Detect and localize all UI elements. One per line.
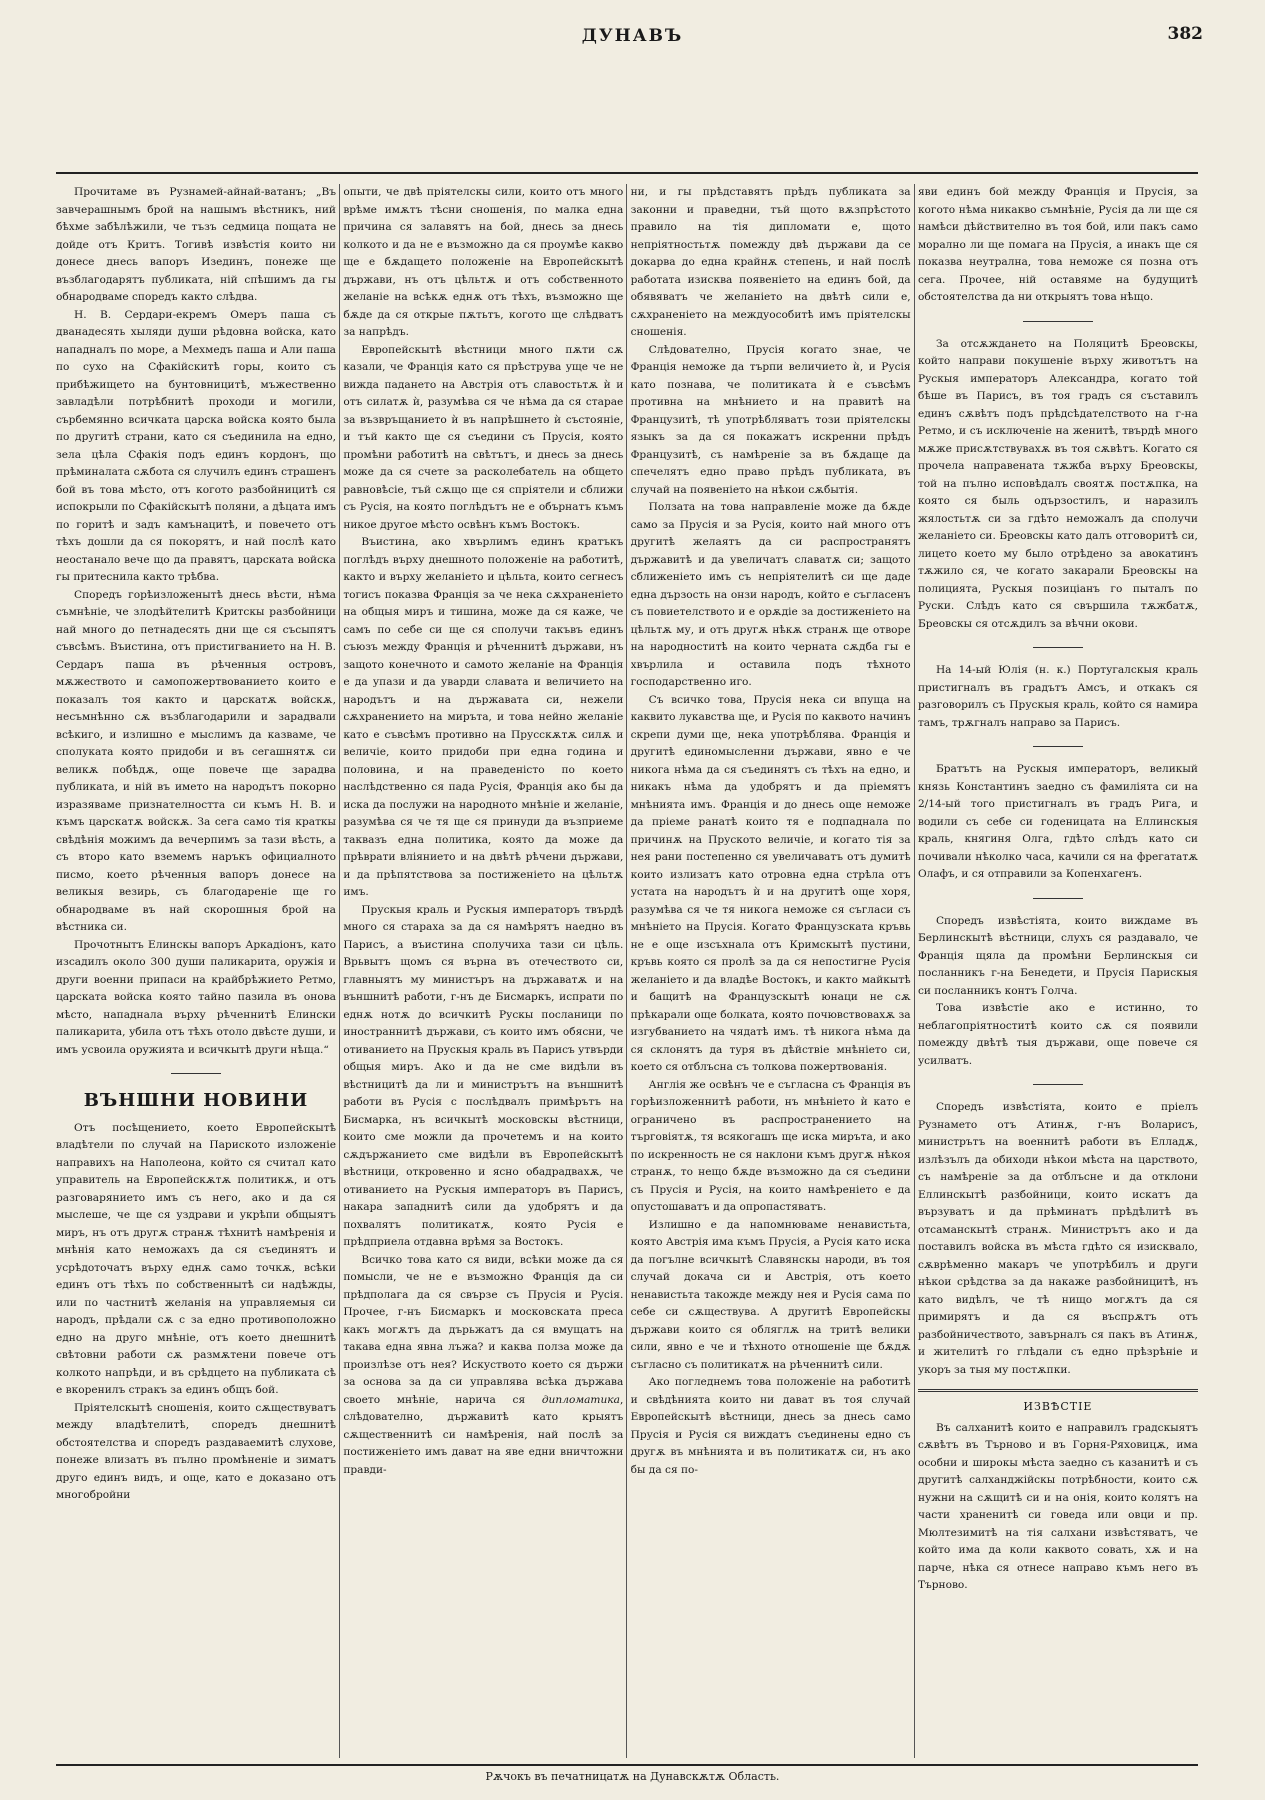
paragraph: Ако погледнемъ това положеніе на работитѣ и свѣдѣнията които ни дават въ тоя случай Европейскытѣ вѣстници, днесь за днесь само Прусія и Русія ся виждатъ съединены едно съ другѫ въ мнѣнията и въ политикатѫ си, нъ ако бы да ся по- [630,1376,911,1476]
paragraph: Европейскытѣ вѣстници много пѫти сѫ казали, че Франція като ся прѣструва уще че не вижда падането на Австрія отъ славостьтѫ ѝ и отъ силатѫ ѝ, разумѣва ся че нѣма да ся старае за възвръщанието ѝ въ напрѣшнето ѝ състояніе, и тъй както ще ся съедини съ Прусія, която промѣни работитѣ на свѣтътъ, и днесь за днесь може да ся счете за расколебатель на общето равновѣсіе, тъй сѫщо ще ся спрiятели и сближи съ Русія, на която поглѣдътъ не е обърнатъ къмъ никое другое мѣсто освѣнъ къмъ Востокъ. [343,343,624,531]
paragraph: Отъ посѣщението, което Европейскытѣ владѣтели по случай на Парискотo изложеніе направихъ на Наполеона, който ся считал като управитель на Европейскѫтѫ политикѫ, и отъ разговарянието имъ съ него, ако и да ся мыслеше, че ще ся уздрави и укрѣпи общыятъ миръ, нъ отъ другѫ странѫ тѣхнитѣ намѣренія и мнѣнія като неможахъ да ся съединятъ и усрѣдоточатъ върху еднѫ само точкѫ, всѣки единъ отъ тѣхъ по собственнытѣ си надѣжды, или по частнитѣ желанія на управляемыя си народъ, прѣдали сѫ с за едно противоположно едно на друго мнѣніе, отъ което днешнитѣ свѣтовни работи сѫ размѫтени повече отъ колкото напрѣди, и въ срѣдцето на публиката сѣ е вкоренилъ стракъ за единъ общъ бой. [56,1121,336,1396]
newspaper-title: ДУНАВЪ [581,26,684,46]
paragraph: Прускыя краль и Рускыя императоръ твърдѣ много ся стараха за да ся намѣрятъ наедно въ Парисъ, а въистина сполучиха тази си цѣль. Врьвытъ щомъ ся върна въ отечеството си, главныятъ му министъръ на държаватѫ и на външнитѣ работи, г-нъ де Бисмаркъ, испрати по еднѫ нотѫ до всичкитѣ Рускы посланици по иностраннитѣ държави, съ които имъ обясни, че отиванието на Прускыя краль въ Парисъ утвърди общыя миръ. Ако и да не сме видѣли въ вѣстницитѣ да ли и министрътъ на външнитѣ работи въ Русія с послѣдвалъ примѣрътъ на Бисмарка, нъ всичкытѣ московскы вѣстници, които сме можли да прочетемъ и на които сѫдържанието сме видѣли въ Европейскытѣ вѣстници, откровенно и ясно обадрадвахѫ, че отиванието на Рускыя императоръ въ Парисъ, накара западнитѣ сили да удобрятъ и да похвалятъ политикатѫ, която Русія е прѣдприела отдавна врѣмя за Востокъ. [343,903,624,1248]
column-3 [631,184,911,1758]
notice-rule [918,1389,1198,1392]
section-heading: ВЪНШНИ НОВИНИ [83,1090,309,1111]
paragraph [343,1252,623,1480]
column-1 [56,184,336,1758]
text-run: Всичко това като ся види, всѣки може да ся помысли, че не е възможно Франція да си прѣдполага да ся свързе съ Прусія и Русія. Прочее, г-нъ Бисмаркъ и московската преса какъ могѫтъ да дърьжатъ да ся вмущатъ на такава една явна лъжа? и каква полза може да произлѣзе отъ нея? Искуството което ся държи за основа за да си управлява всѣка държава своето мнѣніе, нарича ся [343,1253,624,1406]
paragraph: Ползата на това направленіе може да бѫде само за Прусія и за Русія, които най много отъ другитѣ желаятъ да си распространятъ държавитѣ и да увеличатъ славатѫ си; защото сближеніето имъ съ непрiятелитѣ си ще даде една дързость на онзи народъ, който е съгласенъ съ повиетелството и е орѫдіе за достиженіето на цѣльтѫ му, и отъ другѫ нѣкѫ странѫ ще отворе на народноститѣ на които черната сѫдба гы е хвърлила и оставила подъ тѣхното господарственно иго. [630,501,911,688]
divider [1033,898,1083,899]
notice-title: ИЗВѢСТІЕ [1023,1400,1093,1413]
paragraph: ни, и гы прѣдставятъ прѣдъ публиката за законни и праведни, тъй щото вѫзпрѣстото правило на тія дипломати е, щото непріятностьтѫ помежду двѣ държави да се докарва до една крайнѫ степень, и най послѣ работата изисква появеніето на единъ бой, да обявяватъ че желаніето на двѣтѣ сили е, сѫхраненіето на междуособитѣ имъ прiятелскы сношенія. [630,186,911,338]
notice-text: Въ салханитѣ които е направилъ градскыятъ сѫвѣтъ въ Търново и въ Горня-Ряховицѫ, има особни и широкы мѣста заедно съ казанитѣ и съ другитѣ салханджійскы потрѣбности, които сѫ нужни на сѫщитѣ си и на онія, които колятъ на части храненитѣ си говеда или овци и пр. Мюлтезимитѣ на тія салхани извѣстяватъ, че който има да коли каквото совать, хѫ и на парче, нѣка ся отнесе направо къмъ него въ Търново. [917,1421,1198,1591]
column-divider [339,184,340,1758]
column-4 [918,184,1198,1758]
text-run: , слѣдователно, държавитѣ като крыятъ сѫщественнитѣ си намѣренія, най послѣ за постиженіето имъ дават на яве едни вничтожни правди- [343,1393,624,1476]
paragraph: Съ всичко това, Прусія нека си впуща на каквито лукавства ще, и Русія по каквото начинъ скрепи думи ще, нека употрѣблява. Франція и другитѣ единомысленни държави, явно е че никога нѣма да ся съединятъ съ тѣхъ на едно, и никакъ нѣма да удобрятъ и да пріемятъ мнѣнията имъ. Франція и до днесь още неможе да пріеме ранатѣ които тя е подпаднала по причинѫ на Прускотo величіе, и когато тія за нея рани постепенно ся увеличаватъ отъ думитѣ които излизатъ като отровна една стрѣла отъ устата на народътъ ѝ и на другитѣ още хоря, разумѣва ся че тя никога неможе ся съгласи съ мнѣніето на Прусія. Когато Французската кръвь не е още изсъхнала отъ Кримскытѣ пустини, кръвь която ся пролѣ за да ся непостигне Русія желаніето и да владѣе Востокъ, и както майкытѣ и бащитѣ на Французскытѣ юнаци не сѫ прѣкарали още болката, която почювствовахѫ за изгубванието на чядатѣ имъ. тѣ никога нѣма да ся склонятъ да туря въ дѣйствіе мнѣніето си, което ся отблъсна съ толкова пожертвованія. [630,693,911,1073]
paragraph: Слѣдователно, Прусія когато знае, че Франція неможе да търпи величието ѝ, и Русія като познава, че политиката ѝ е съвсѣмъ противна на мнѣнието и на правитѣ на Французитѣ, тѣ употрѣбляватъ този прiятелскы языкъ за да ся покажатъ искренни прѣдъ Французитѣ, съ намѣреніе за въ бѫдаще да спечелятъ едно право прѣдъ публиката, въ случай на появеніето на нѣкои сѫбытія. [630,343,911,496]
printer-imprint: Рѫчокъ въ печатницатѫ на Дунавскѫтѫ Область. [485,1770,780,1783]
column-divider [626,184,627,1758]
column-divider [914,184,915,1758]
paragraph: опыти, че двѣ прiятелскы сили, които отъ много врѣме имѫтъ тѣсни сношенія, по малка една причина ся залавятъ на бой, днесь за днесь колкото и да не е възможно да ся проумѣе какво ще е бѫдащето положеніе на Европейскытѣ държави, нъ отъ цѣльтѫ и отъ собственното желаніе на всѣкѫ еднѫ отъ тѣхъ, възможно ще бѫде да ся открые пѫтьтъ, когото ще слѣдватъ за напрѣдъ. [343,186,624,338]
divider [1033,1084,1083,1085]
paragraph: Англія же освѣнъ че е съгласна съ Франція въ горѣизложеннитѣ работи, нъ мнѣніето ѝ като е ограничено въ распространението на търговіятѫ, тя всякогашъ ще иска миръта, и ако по искренность не ся наклони къмъ другѫ нѣкоя странѫ, то нещо бѫде възможно да ся съедини съ Прусія и Русія, на които намѣреніето е да опустошаватъ и да опропастяватъ. [630,1078,911,1213]
divider [1023,321,1093,322]
paragraph: На 14-ый Юлія (н. к.) Португалскыя краль пристигналъ въ градътъ Амсъ, и откакъ ся разговорилъ съ Прускыя краль, който ся намира тамъ, трѫгналъ направо за Парисъ. [917,664,1198,729]
paragraph: Споредъ горѣизложенытѣ днесь вѣсти, нѣма съмнѣніе, че злодѣйтелитѣ Критскы разбойници най много до петнадесять дни ще ся съсыпятъ съвсѣмъ. Въистина, отъ пристигванието на Н. В. Сердаръ паша въ рѣченныя островъ, мѫжеството и самопожертвованието които е показалъ тоя както и царскатѫ войскѫ, несъмнѣнно сѫ възблагодарили и зарадвали всѣкиго, и излишно е мыслимъ да казваме, че сполуката която придоби и въ сегашнятѫ си великѫ побѣдѫ, още повече ще зарадва публиката, и ній въ името на народътъ покорно изразяваме признателността си къмъ Н. В. и къмъ царскатѫ войскѫ. За сега само тія краткы свѣдѣнія можимъ да вечерпимъ за тази вѣсть, а съ второ като вземемъ наръкъ официалното писмо, което рѣченныя вапоръ донесе на великыя везирь, съ благодареніе ще го обнародваме въ най скорошныя брой на вѣстника си. [56,588,336,933]
italic-term: дипломатика [541,1393,620,1406]
column-2 [343,184,623,1758]
footer-rule [56,1764,1198,1766]
divider [1033,746,1083,747]
paragraph: Прочитаме въ Рузнамей-айнай-ватанъ; „Въ завчерашнымъ брой на нашымъ вѣстникъ, ний бѣхме забѣлѣжили, че тъзъ седмица пощата не дойде отъ Критъ. Тогивѣ извѣстія които ни донесе днесь вапоръ Изединъ, понеже ще възблагодарятъ публиката, ній спѣшимъ да гы обнародваме споредъ както слѣдва. [56,186,336,303]
paragraph: Излишно е да напомнюваме ненавистьта, която Австрія има къмъ Прусія, а Русія като иска да погълне всичкытѣ Славянскы народи, въ тоя случай докача си и Австрія, отъ което ненавистьта такожде между нея и Русія сама по себе си сѫществува. А другитѣ Европейскы държави които ся обляглѫ на тритѣ велики сили, явно е че и тѣхното отношеніе ще бѫдѫ съгласно съ политикатѫ на рѣченнитѣ сили. [630,1218,911,1371]
page-number: 382 [1167,24,1203,44]
header-rule [56,172,1198,174]
paragraph: Това извѣстіе ако е истинно, то неблагопрiятноститѣ които сѫ ся появили помежду двѣтѣ тыя държави, още повече ся усилватъ. [917,1002,1198,1067]
paragraph: Прочотнытъ Елинскы вапоръ Аркадіонъ, като изсадилъ около 300 души паликарита, оружія и други военни припаси на крайбрѣжието Ретмо, царската войска която тайно пазила въ онова мѣсто, нападнала върху рѣченнитѣ Елински паликарита, убила отъ тѣхъ отоло двѣсте души, и имъ усвоила оружията и всичкытѣ други нѣща.“ [56,938,336,1056]
divider [171,1073,221,1074]
divider [1033,647,1083,648]
paragraph: За отсѫждането на Поляцитѣ Бреовскы, който направи покушеніе върху животътъ на Рускыя императоръ Александра, когато той бѣше въ Парисъ, въ тоя градъ ся съставилъ единъ сѫвѣтъ подъ прѣдсѣдателството на г-на Ретмо, и съ исключеніе на женитѣ, твърдѣ много мѫже присѫтствувахѫ въ тоя сѫвѣтъ. Когато ся прочела направената тѫжба върху Бреовскы, той на пълно исповѣдалъ своятѫ постѫпка, на която ся быль одързостилъ, и наразилъ жялостьтѫ си за гдѣто неможалъ да сполучи желаніето си. Бреовскы като далъ отговоритѣ си, лицето което му было отрѣдено за авокатинъ тѫжило ся, че когато закарали Бреовскы на полицията, Рускыя позиціанъ го пыталъ по Руски. Слѣдъ като ся свършила тѫжбатѫ, Бреовскы ся отсѫдилъ за вѣчни окови. [917,337,1198,630]
paragraph: Споредъ извѣстіята, които виждаме въ Берлинскытѣ вѣстници, слухъ ся раздавало, че Франція щяла да промѣни Берлинскыя си посланникъ г-на Бенедети, и Прусія Парискыя си посланникъ контъ Голча. [917,914,1198,997]
paragraph: Братътъ на Рускыя императоръ, великый князь Константинъ заедно съ фамиліята си на 2/14-ый того пристигналъ въ градъ Рига, и водили съ себе си годеницата на Еллинскыя краль, княгиня Олга, гдѣто слѣдъ като си почивали нѣколко часа, качили ся на фрегататѫ Олафъ, и ся отправили за Копенхагенъ. [917,763,1198,880]
paragraph: Прiятелскытѣ сношенія, които сѫществуватъ между владѣтелитѣ, споредъ днешнитѣ обстоятелства и споредъ раздаваемитѣ слухове, понеже влизатъ въ пълно промѣненіе и зиматъ друго единъ видъ, и още, като е доказано отъ многобройни [56,1401,336,1501]
paragraph: яви единъ бой между Франція и Прусія, за когото нѣма никакво съмнѣніе, Русія да ли ще ся намѣси дѣйствително въ тоя бой, или пакъ само морално ли ще помага на Прусія, а инакъ ще ся показва неутрална, това неможе ся позна отъ сега. Прочее, ній оставяме на будущитѣ обстоятелства да ни открыятъ това нѣщо. [917,186,1198,303]
paragraph: Въистина, ако хвърлимъ единъ кратъкъ поглѣдъ върху днешното положеніе на работитѣ, както и върху желаніето и цѣльта, които сегнесъ тогисъ показва Франція за че нека сѫхраненіето на общыя миръ и тишина, може да ся каже, че самъ по себе си ще ся сполучи такъвъ единъ съюзъ между Франція и рѣченнитѣ държави, нъ защото конечното и самото желаніе на Франція е да упази и да уварди славата и величието на народътъ и на държавата си, нежели сѫхранението на миръта, и това нейно желаніе като е съвсѣмъ противно на Прусскѫтѫ силѫ и величіе, които придоби при една година и половина, и на праведеністо по което наслѣдственно ся пада Русія, Франція ако бы да иска да послужи на народното мнѣніе и желаніе, разумѣва ся че тя ще ся принуди да възприеме таквазъ една политика, която да може да прѣврати влiянието и на двѣтѣ рѣчени държави, и да прѣпятствова за постиженіето на цѣльтѫ имъ. [343,536,624,898]
paragraph: Н. В. Сердари-екремъ Омеръ паша съ дванадесять хыляди души рѣдовна войска, като нападналъ по море, а Мехмедъ паша и Али паша по сухо на Сфакійскитѣ горы, които съ прибѣжището на бунтовницитѣ, мъжественно завладѣли потрѣбнитѣ проходи и могили, сърбемянно всичката царска войска която была по другитѣ страни, като ся съединила на едно, зела цѣла Сфакія подъ единъ кордонъ, що прѣминалата сѫбота ся случилъ единъ страшенъ бой въ това мѣсто, отъ когото разбойницитѣ ся испокрыли по Сфакійскытѣ поляни, а дѣцата имъ по горитѣ и задъ камънацитѣ, и повечето отъ тѣхъ дошли да ся покорятъ, и най послѣ като неостанало вече що да правятъ, царската войска гы притеснила както трѣбва. [56,308,336,583]
article-columns [56,184,1198,1758]
paragraph: Споредъ извѣстіята, които е прiелъ Рузнамето отъ Атинѫ, г-нъ Воларисъ, министрътъ на военнитѣ работи въ Елладѫ, излѣзълъ да обиходи нѣкои мѣста на царството, съ намѣреніе за да отблъсне и да отклони Еллинскытѣ разбойници, които искатъ да вързуватъ и да прѣминатъ прѣдѣлитѣ въ отсаманскытѣ странѫ. Министрътъ ако и да поставилъ войска въ мѣста гдѣто ся изисквало, сѫврѣменно макаръ че употрѣбилъ и други нѣкои срѣдства за да накаже разбойницитѣ, нъ като видѣлъ, че тѣ нищо могѫтъ да ся примирятъ и да ся въспрѫтъ отъ разбойничеството, завърналъ ся пакъ въ Атинѫ, и жителитѣ го глѣдали съ едно прѣзрѣніе и укоръ за тыя му постѫпки. [917,1101,1198,1376]
